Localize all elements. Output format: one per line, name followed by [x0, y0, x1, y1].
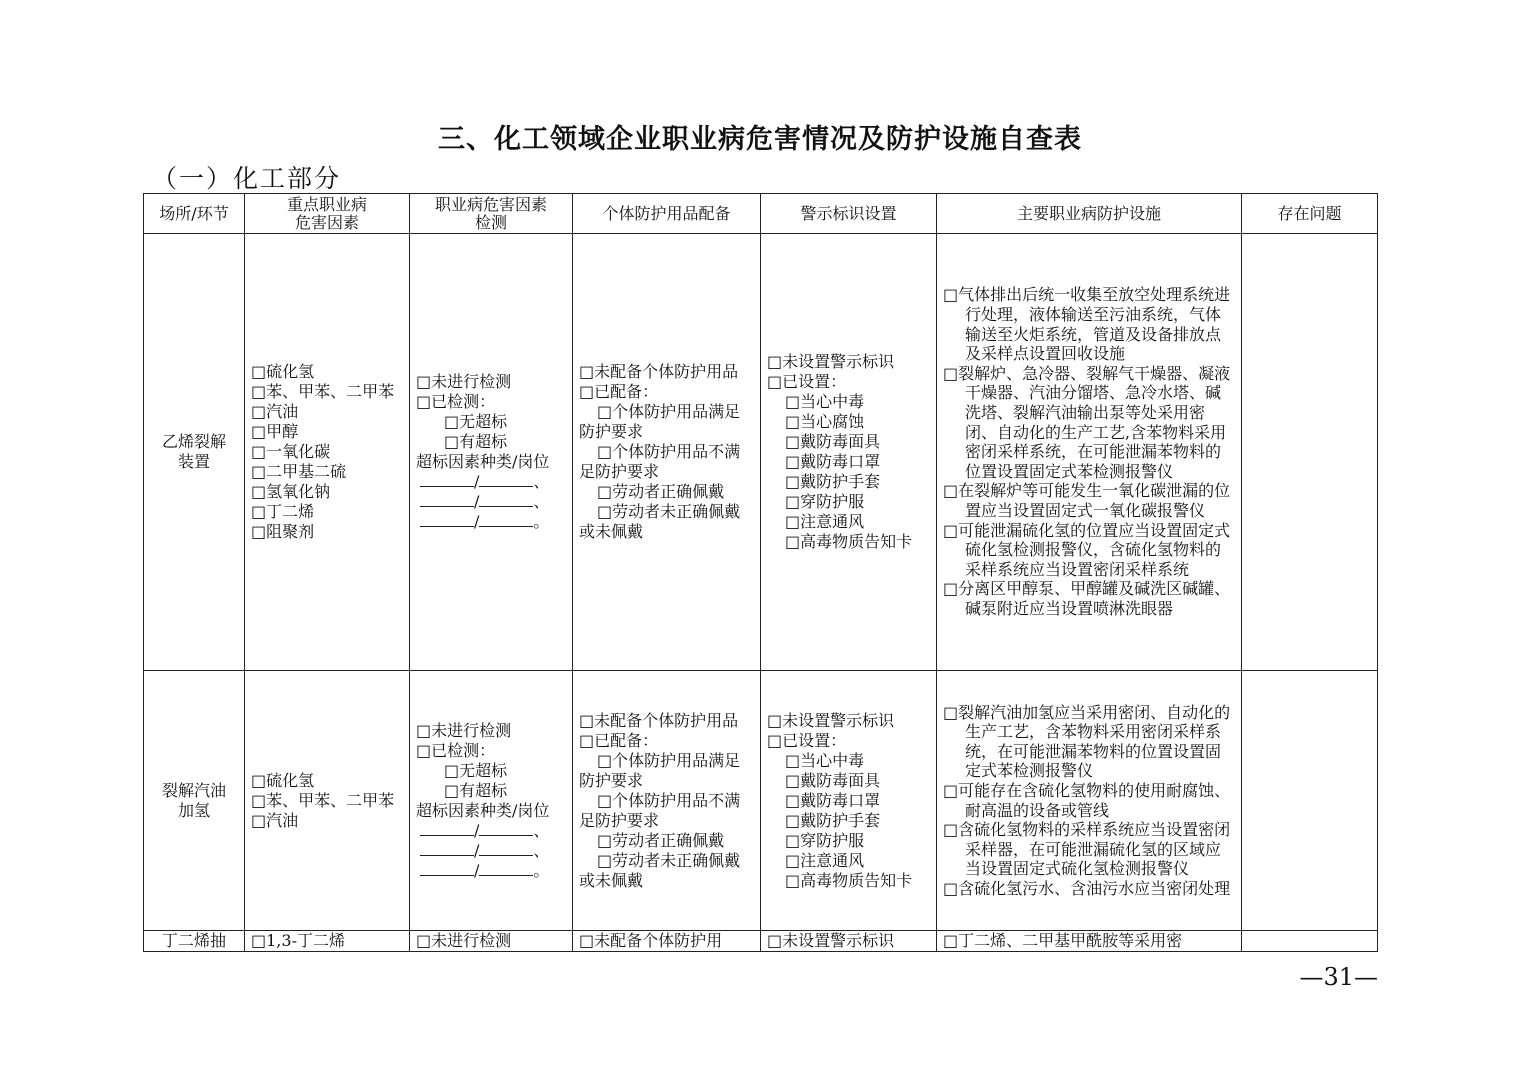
- detection-option[interactable]: □有超标: [444, 780, 508, 800]
- ppe-option[interactable]: □个体防护用品不满足防护要求: [579, 442, 741, 481]
- sign-option[interactable]: □注意通风: [785, 512, 865, 531]
- section-heading: （一）化工部分: [152, 164, 342, 193]
- hazard-item[interactable]: □汽油: [251, 402, 299, 421]
- sign-option[interactable]: □未设置警示标识: [767, 352, 895, 371]
- hazard-item[interactable]: □丁二烯: [251, 502, 315, 521]
- facility-option[interactable]: □分离区甲醇泵、甲醇罐及碱洗区碱罐、碱泵附近应当设置喷淋洗眼器: [943, 579, 1231, 618]
- hazard-item[interactable]: □苯、甲苯、二甲苯: [251, 382, 395, 401]
- place-cell: 丁二烯抽: [144, 931, 245, 952]
- fill-blank[interactable]: / 、: [416, 841, 566, 861]
- signs-cell: [761, 931, 937, 952]
- table-row: [144, 234, 1378, 671]
- sign-option[interactable]: □戴防毒面具: [785, 770, 881, 790]
- sign-option[interactable]: □已设置：: [767, 372, 847, 391]
- sign-option[interactable]: □穿防护服: [785, 492, 865, 511]
- issues-cell[interactable]: [1242, 931, 1378, 952]
- fill-blank[interactable]: / 。: [416, 512, 566, 532]
- hazard-item[interactable]: □阻聚剂: [251, 522, 315, 541]
- detection-option[interactable]: □无超标: [444, 760, 508, 780]
- signs-cell: [761, 671, 937, 931]
- ppe-option[interactable]: □劳动者未正确佩戴或未佩戴: [579, 850, 741, 890]
- ppe-option[interactable]: □未配备个体防护用: [579, 931, 723, 950]
- hazard-item[interactable]: □苯、甲苯、二甲苯: [251, 790, 395, 810]
- sign-option[interactable]: □当心中毒: [785, 750, 865, 770]
- self-check-table: [143, 193, 1378, 952]
- sign-option[interactable]: □未设置警示标识: [767, 710, 895, 730]
- fill-blank[interactable]: / 、: [416, 821, 566, 841]
- sign-option[interactable]: □未设置警示标识: [767, 931, 895, 950]
- detection-note: 超标因素种类/岗位: [416, 452, 550, 471]
- ppe-option[interactable]: □未配备个体防护用品: [579, 710, 739, 730]
- detection-option[interactable]: □有超标: [444, 432, 508, 451]
- ppe-option[interactable]: □劳动者正确佩戴: [597, 830, 725, 850]
- detection-option[interactable]: □未进行检测: [416, 931, 512, 950]
- detection-option[interactable]: □无超标: [444, 412, 508, 431]
- issues-cell[interactable]: [1242, 234, 1378, 671]
- detection-cell: [410, 234, 573, 671]
- sign-option[interactable]: □高毒物质告知卡: [785, 532, 913, 551]
- page-number: —31—: [1299, 963, 1378, 991]
- sign-option[interactable]: □戴防毒口罩: [785, 452, 881, 471]
- place-label: 裂解汽油加氢: [161, 780, 226, 820]
- detection-option[interactable]: □未进行检测: [416, 372, 512, 391]
- sign-option[interactable]: □当心中毒: [785, 392, 865, 411]
- sign-option[interactable]: □高毒物质告知卡: [785, 870, 913, 890]
- header-place: 场所/环节: [144, 194, 245, 234]
- hazard-item[interactable]: □一氧化碳: [251, 442, 331, 461]
- facility-option[interactable]: □可能泄漏硫化氢的位置应当设置固定式硫化氢检测报警仪，含硫化氢物料的采样系统应当设置密闭采样系统: [943, 520, 1231, 579]
- fill-blank[interactable]: / 、: [416, 492, 566, 512]
- facilities-cell: [937, 931, 1242, 952]
- sign-option[interactable]: □戴防护手套: [785, 810, 881, 830]
- header-hazards: 重点职业病 危害因素: [245, 194, 410, 234]
- hazard-item[interactable]: □氢氧化钠: [251, 482, 331, 501]
- detection-note: 超标因素种类/岗位: [416, 800, 550, 820]
- detection-option[interactable]: □已检测：: [416, 392, 496, 411]
- hazard-item[interactable]: □1,3-丁二烯: [251, 931, 345, 950]
- fill-blank[interactable]: / 、: [416, 472, 566, 492]
- header-facilities: 主要职业病防护设施: [937, 194, 1242, 234]
- table-header-row: [144, 194, 1378, 234]
- facility-option[interactable]: □在裂解炉等可能发生一氧化碳泄漏的位置应当设置固定式一氧化碳报警仪: [943, 481, 1231, 520]
- ppe-option[interactable]: □个体防护用品不满足防护要求: [579, 790, 741, 830]
- header-ppe: 个体防护用品配备: [573, 194, 761, 234]
- ppe-option[interactable]: □未配备个体防护用品: [579, 362, 739, 381]
- signs-cell: [761, 234, 937, 671]
- table-row: [144, 671, 1378, 931]
- place-cell: [144, 234, 245, 671]
- facility-option[interactable]: □气体排出后统一收集至放空处理系统进行处理，液体输送至污油系统，气体输送至火炬系统，管道及设备排放点及采样点设置回收设施: [943, 285, 1231, 364]
- sign-option[interactable]: □注意通风: [785, 850, 865, 870]
- table-row: [144, 931, 1378, 952]
- place-label: 乙烯裂解装置: [161, 432, 226, 471]
- ppe-option[interactable]: □个体防护用品满足防护要求: [579, 750, 741, 790]
- hazard-item[interactable]: □二甲基二硫: [251, 462, 347, 481]
- hazards-cell: [245, 931, 410, 952]
- sign-option[interactable]: □戴防毒面具: [785, 432, 881, 451]
- facility-option[interactable]: □含硫化氢污水、含油污水应当密闭处理: [943, 878, 1231, 898]
- facility-option[interactable]: □裂解汽油加氢应当采用密闭、自动化的生产工艺，含苯物料采用密闭采样系统，在可能泄漏苯物料的位置设置固定式苯检测报警仪: [943, 702, 1231, 781]
- hazard-item[interactable]: □硫化氢: [251, 770, 315, 790]
- ppe-option[interactable]: □已配备：: [579, 730, 659, 750]
- sign-option[interactable]: □已设置：: [767, 730, 847, 750]
- ppe-option[interactable]: □个体防护用品满足防护要求: [579, 402, 741, 441]
- detection-option[interactable]: □已检测：: [416, 740, 496, 760]
- hazard-item[interactable]: □硫化氢: [251, 362, 315, 381]
- place-cell: [144, 671, 245, 931]
- facility-option[interactable]: □可能存在含硫化氢物料的使用耐腐蚀、耐高温的设备或管线: [943, 780, 1231, 820]
- sign-option[interactable]: □穿防护服: [785, 830, 865, 850]
- facility-option[interactable]: □含硫化氢物料的采样系统应当设置密闭采样器，在可能泄漏硫化氢的区域应当设置固定式硫化氢检测报警仪: [943, 820, 1231, 879]
- ppe-option[interactable]: □劳动者正确佩戴: [597, 482, 725, 501]
- detection-cell: [410, 671, 573, 931]
- hazard-item[interactable]: □汽油: [251, 810, 299, 830]
- ppe-option[interactable]: □已配备：: [579, 382, 659, 401]
- hazard-item[interactable]: □甲醇: [251, 422, 299, 441]
- fill-blank[interactable]: / 。: [416, 861, 566, 881]
- ppe-cell: [573, 931, 761, 952]
- hazards-cell: [245, 234, 410, 671]
- page-title: 三、化工领域企业职业病危害情况及防护设施自查表: [438, 124, 1082, 155]
- header-issues: 存在问题: [1242, 194, 1378, 234]
- ppe-option[interactable]: □劳动者未正确佩戴或未佩戴: [579, 502, 741, 541]
- ppe-cell: [573, 671, 761, 931]
- facility-option[interactable]: □裂解炉、急冷器、裂解气干燥器、凝液干燥器、汽油分馏塔、急冷水塔、碱洗塔、裂解汽油输出泵等处采用密闭、自动化的生产工艺,含苯物料采用密闭采样系统，在可能泄漏苯物料的位置设置固定式苯检测报警仪: [943, 363, 1231, 481]
- sign-option[interactable]: □戴防护手套: [785, 472, 881, 491]
- header-signs: 警示标识设置: [761, 194, 937, 234]
- hazards-cell: [245, 671, 410, 931]
- issues-cell[interactable]: [1242, 671, 1378, 931]
- sign-option[interactable]: □戴防毒口罩: [785, 790, 881, 810]
- detection-option[interactable]: □未进行检测: [416, 720, 512, 740]
- sign-option[interactable]: □当心腐蚀: [785, 412, 865, 431]
- detection-cell: [410, 931, 573, 952]
- facilities-cell: [937, 234, 1242, 671]
- facilities-cell: [937, 671, 1242, 931]
- facility-option[interactable]: □丁二烯、二甲基甲酰胺等采用密: [943, 931, 1183, 950]
- header-detection: 职业病危害因素 检测: [410, 194, 573, 234]
- ppe-cell: [573, 234, 761, 671]
